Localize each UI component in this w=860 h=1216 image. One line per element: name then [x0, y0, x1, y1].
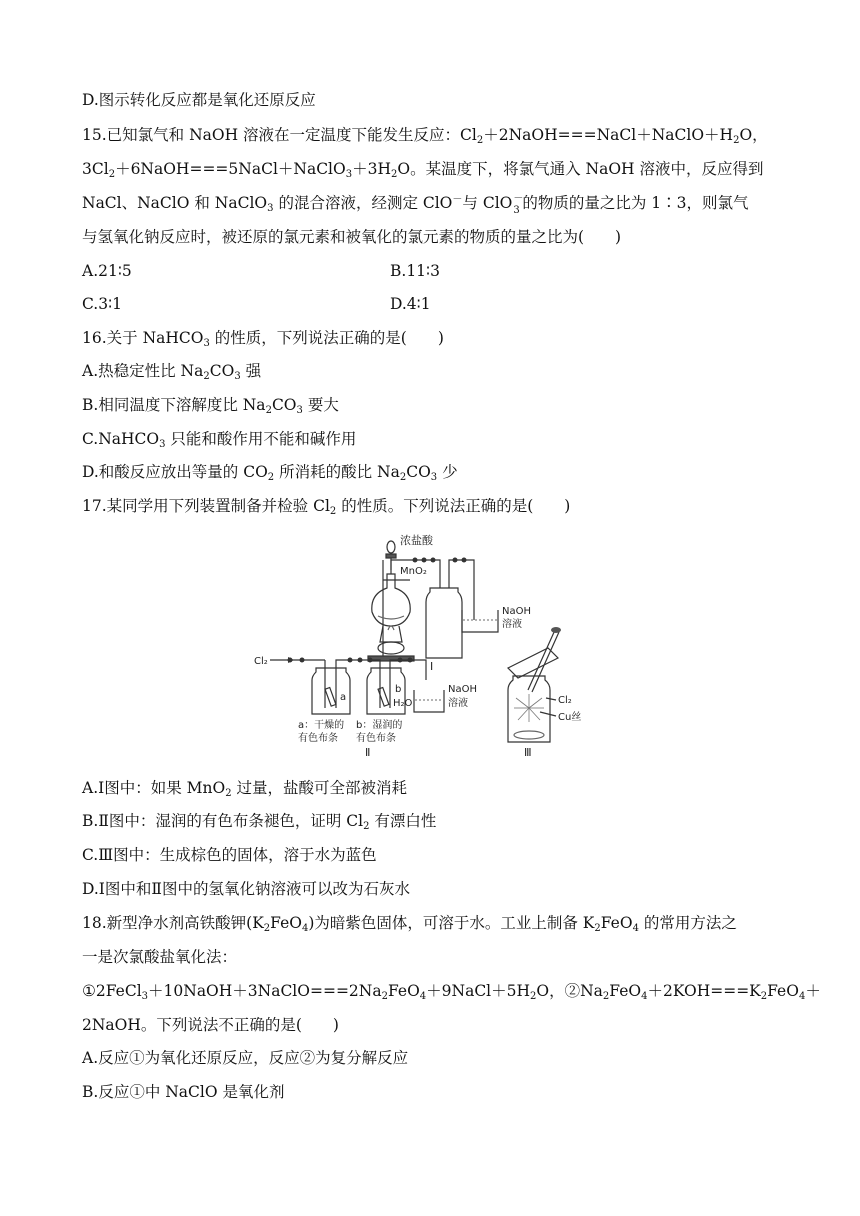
- glass-plate: [508, 648, 558, 678]
- question-15-option-b: B.11∶3: [390, 262, 440, 280]
- label-figure-II: Ⅱ: [365, 746, 371, 759]
- label-figure-I: Ⅰ: [430, 660, 434, 673]
- question-18-line-4: 2NaOH。下列说法不正确的是( ): [82, 1016, 339, 1034]
- strip-a: [325, 688, 336, 707]
- label-solution-II: 溶液: [448, 698, 468, 709]
- label-cl2-jar: Cl₂: [558, 695, 572, 706]
- question-18-line-1: 18.新型净水剂高铁酸钾$(K_2FeO_4)$为暗紫色固体，可溶于水。工业上制备 $K_2FeO_4$ 的常用方法之: [82, 914, 737, 934]
- question-17-option-d: D.Ⅰ图中和Ⅱ图中的氢氧化钠溶液可以改为石灰水: [82, 880, 410, 898]
- question-16-option-c: C.NaHCO$_3$ 只能和酸作用不能和碱作用: [82, 430, 357, 450]
- caption-b-line2: 有色布条: [356, 733, 396, 744]
- question-16-option-b: B.相同温度下溶解度比 $Na_2CO_3$ 要大: [82, 396, 339, 416]
- funnel-stopcock: [386, 554, 396, 558]
- beaker-naoh-I: [462, 610, 498, 632]
- question-15-option-d: D.4∶1: [390, 295, 431, 313]
- label-mno2: MnO₂: [400, 566, 427, 577]
- question-17-option-a: A.Ⅰ图中：如果 MnO$_2$ 过量，盐酸可全部被消耗: [82, 779, 408, 799]
- label-naoh-I: NaOH: [502, 606, 531, 617]
- label-cl2-inlet: Cl₂: [254, 656, 268, 667]
- tongs: [528, 630, 555, 690]
- question-15-option-a: A.21∶5: [82, 262, 132, 280]
- question-15-line-2: $3Cl_2+6NaOH===5NaCl+NaClO_3+3H_2O$。某温度下，将氯气通入 NaOH 溶液中，反应得到: [82, 160, 764, 180]
- beaker-naoh-II: [414, 690, 444, 712]
- question-18-line-2: 一是次氯酸盐氧化法：: [82, 948, 238, 966]
- question-16-option-a: A.热稳定性比 $Na_2CO_3$ 强: [82, 362, 262, 382]
- question-15-option-c: C.3∶1: [82, 295, 122, 313]
- question-15-line-3: NaCl、NaClO 和 NaClO$_3$ 的混合溶液，经测定 ClO－与 ClO － 3 的物质的量之比为 1∶3，则氯气: [82, 193, 749, 216]
- question-18-option-a: A.反应①为氧化还原反应，反应②为复分解反应: [82, 1049, 409, 1067]
- question-18-option-b: B.反应①中 NaClO 是氧化剂: [82, 1083, 285, 1101]
- question-18-line-3: $①2FeCl_3+10NaOH+3NaClO===2Na_2FeO_4+9NaCl+5H_2O$，$②Na_2FeO_4+2KOH===K_2FeO_4+$: [82, 982, 821, 1002]
- question-15-line-1: 15.已知氯气和 NaOH 溶液在一定温度下能发生反应：$Cl_2+2NaOH===NaCl+NaClO+H_2O$，: [82, 126, 768, 146]
- question-16-stem: 16.关于 NaHCO$_3$ 的性质，下列说法正确的是( ): [82, 329, 444, 349]
- label-cu-wire: Cu丝: [558, 712, 582, 723]
- caption-a-line1: a：干燥的: [298, 720, 345, 731]
- burner-body: [378, 642, 404, 654]
- label-b: b: [395, 684, 402, 695]
- funnel-bulb: [387, 541, 395, 553]
- question-14-option-d: D.图示转化反应都是氧化还原反应: [82, 91, 316, 109]
- caption-b-line1: b：湿润的: [356, 720, 403, 731]
- burning-copper: [514, 694, 544, 722]
- question-15-line-4: 与氢氧化钠反应时，被还原的氯元素和被氧化的氯元素的物质的量之比为( ): [82, 228, 622, 246]
- question-17-stem: 17.某同学用下列装置制备并检验 $Cl_2$ 的性质。下列说法正确的是( ): [82, 497, 571, 517]
- label-conc-hcl: 浓盐酸: [400, 534, 433, 547]
- question-16-option-d: D.和酸反应放出等量的 $CO_2$ 所消耗的酸比 $Na_2CO_3$ 少: [82, 463, 458, 483]
- label-figure-III: Ⅲ: [524, 746, 532, 759]
- apparatus-figure: [250, 530, 610, 765]
- label-solution-I: 溶液: [502, 619, 522, 630]
- round-bottom-flask: [372, 574, 410, 626]
- question-17-option-b: B.Ⅱ图中：湿润的有色布条褪色，证明 $Cl_2$ 有漂白性: [82, 812, 437, 832]
- question-17-option-c: C.Ⅲ图中：生成棕色的固体，溶于水为蓝色: [82, 846, 377, 864]
- label-h2o: H₂O: [393, 698, 413, 709]
- caption-a-line2: 有色布条: [298, 733, 338, 744]
- gas-washing-bottle: [426, 588, 462, 658]
- label-a: a: [340, 692, 347, 703]
- label-naoh-II: NaOH: [448, 684, 477, 695]
